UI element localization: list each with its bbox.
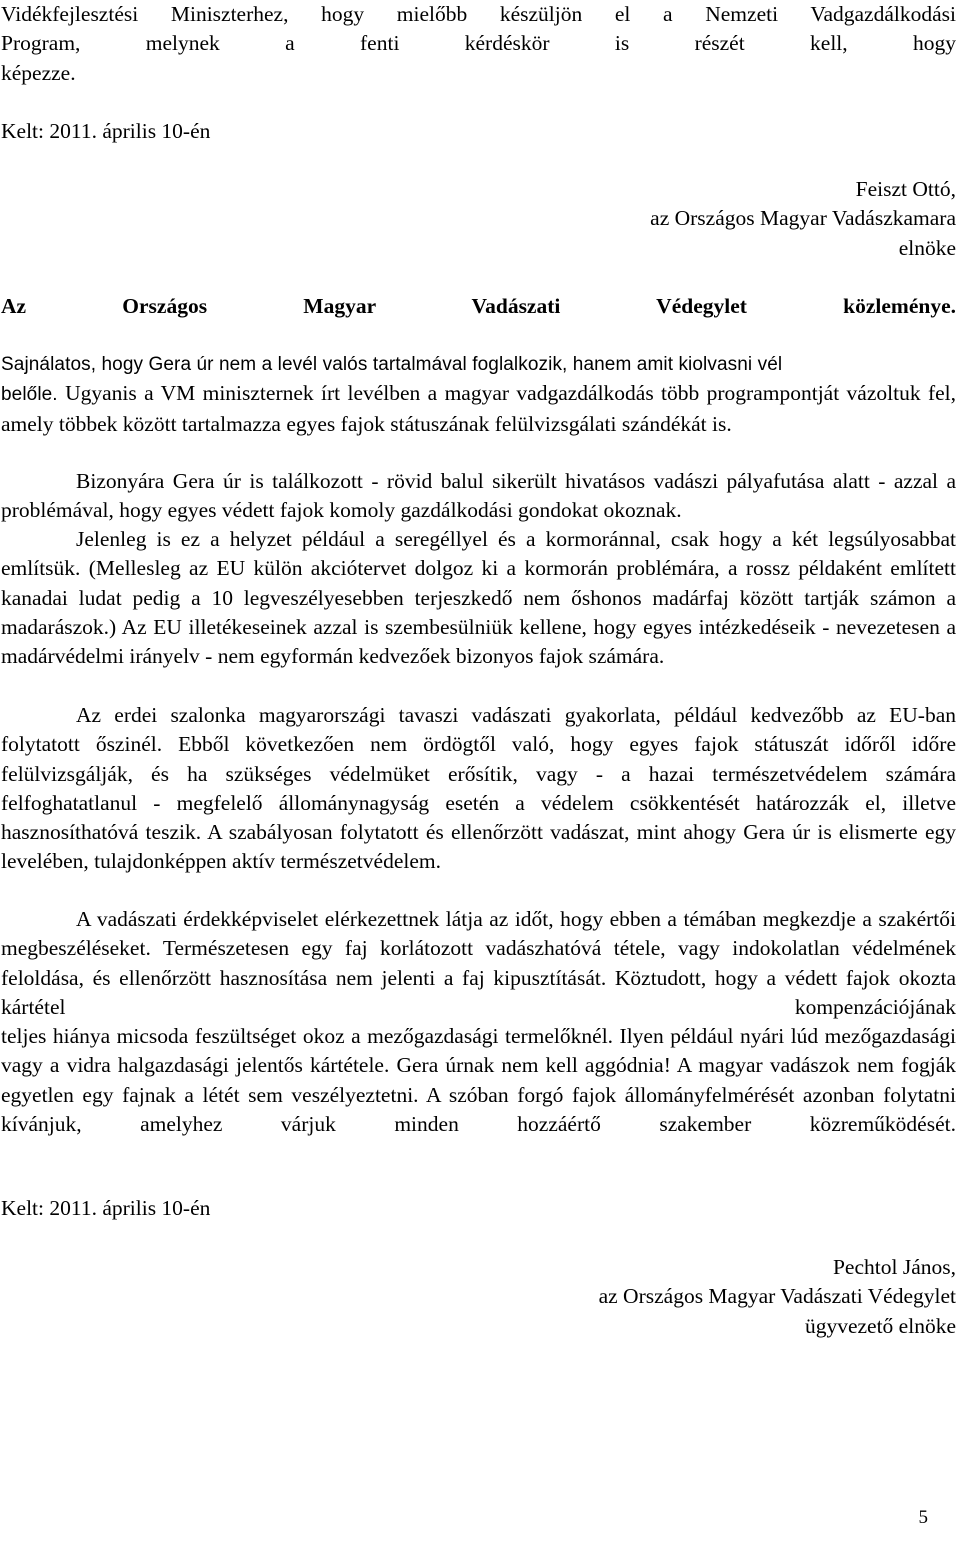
signer-org: az Országos Magyar Vadászati Védegylet (598, 1284, 956, 1309)
date-line-1: Kelt: 2011. április 10-én (1, 119, 211, 143)
paragraph-4: Az erdei szalonka magyarországi tavaszi vadászati gyakorlata, például kedvezőbb az EU-ban folytatott őszinél. Ebből következően nem ördögtől való, hogy egyes fajok státuszát időről időre felülvizsgálják, és ha szükséges védelmüket erősítik, vagy - a hazai természetvédelem számára felfoghatatlanul - megfelelő állománynagyság esetén a védelem csökkentését határozzák el, illetve hasznosíthatóvá teszik. A szabályosan folytatott és ellenőrzött vadászat, mint ahogy Gera úr is elismerte egy levelében, tulajdonképpen aktív természetvédelem. (1, 703, 956, 874)
paragraph-5-part-1: A vadászati érdekképviselet elérkezettnek látja az időt, hogy ebben a témában megkezdje a szakértői megbeszéléseket. Természetesen egy faj korlátozott vadászhatóvá tétele, vagy indokolatlan védelmének feloldása, és ellenőrzött hasznosítása nem jelenti a faj kipusztítását. Köztudott, hogy a védett fajok okozta kártétel kompenzációjának (1, 907, 956, 1019)
paragraph-3: Jelenleg is ez a helyzet például a seregéllyel és a kormoránnal, csak hogy a két legsúlyosabbat említsük. (Mellesleg az EU külön akciótervet dolgoz ki a kormorán problémára, a rossz példaként említett kanadai ludat pedig a 10 legveszélyesebben terjeszkedő nem őshonos madárfaj között tartják számon a madarászok.) Az EU illetékeseinek azzal is szembesülniük kellene, hogy egyes intézkedéseik - nevezetesen a madárvédelmi irányelv - nem egyformán kedvezőek bizonyos fajok számára. (1, 527, 956, 669)
paragraph-1-rest: belőle. Ugyanis a VM miniszternek írt levélben a magyar vadgazdálkodás több programpontját vázoltuk fel, amely többek között tartalmazza egyes fajok státuszának felülvizsgálati szándékát is. (1, 381, 956, 436)
signer-name: Feiszt Ottó, (855, 177, 956, 201)
signer-org: az Országos Magyar Vadászkamara (650, 206, 956, 231)
paragraph-5 (1, 905, 956, 1139)
paragraph-5-part-2: teljes hiánya micsoda feszültséget okoz a mezőgazdasági termelőknél. Ilyen például nyári lúd mezőgazdasági vagy a vidra halgazdasági jelentős kártétele. Gera úrnak nem kell aggódnia! A magyar vadászok nem fogják egyetlen egy fajnak a létét sem veszélyeztetni. A szóban forgó fajok állományfelmérését azonban folytatni kívánjuk, amelyhez várjuk minden hozzáértő szakember közreműködését. (1, 1024, 956, 1137)
paragraph-1 (1, 350, 956, 439)
intro-line-3: képezze. (1, 60, 76, 85)
page-number: 5 (918, 1507, 928, 1528)
intro-line-2: Program, melynek a fenti kérdéskör is részét kell, hogy (1, 31, 956, 56)
intro-paragraph (1, 0, 956, 88)
paragraph-1-line-1: Sajnálatos, hogy Gera úr nem a levél valós tartalmával foglalkozik, hanem amit kiolvasni vél (1, 354, 783, 375)
date-line-2: Kelt: 2011. április 10-én (1, 1196, 211, 1220)
signer-role: elnöke (898, 235, 956, 260)
signature-block-1 (1, 175, 956, 263)
signer-role: ügyvezető elnöke (804, 1313, 956, 1338)
signer-name: Pechtol János, (832, 1255, 956, 1279)
paragraph-2: Bizonyára Gera úr is találkozott - rövid balul sikerült hivatásos vadászi pályafutása alatt - azzal a problémával, hogy egyes védett fajok komoly gazdálkodási gondokat okoznak. (1, 469, 956, 523)
announcement-heading: Az Országos Magyar Vadászati Védegylet közleménye. (1, 294, 956, 318)
signature-block-2 (1, 1253, 956, 1341)
intro-line-1: Vidékfejlesztési Miniszterhez, hogy mielőbb készüljön el a Nemzeti Vadgazdálkodási (1, 2, 956, 26)
